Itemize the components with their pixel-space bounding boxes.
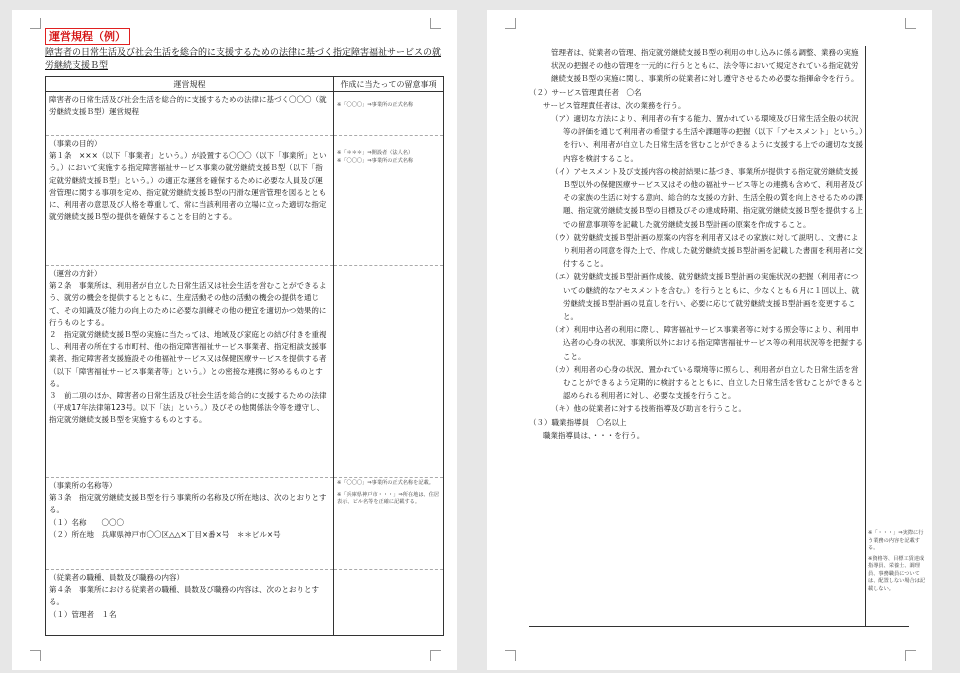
note-cell: [334, 136, 444, 266]
staff-item: （１）管理者 １名: [49, 609, 117, 619]
crop-mark: [30, 18, 41, 29]
duty-item: （カ）利用者の心身の状況、置かれている環境等に照らし、利用者が自立した日常生活を営むことができるよう定期的に検討するとともに、自立した日常生活を営むことができると認められる利用者に対し、必要な支援を行うこと。: [551, 364, 863, 401]
facility-name-line: （１）名称 〇〇〇: [49, 517, 124, 527]
article-heading: （事業所の名称等）: [49, 481, 117, 490]
crop-mark: [430, 650, 441, 661]
duty-item: （ウ）就労継続支援Ｂ型計画の原案の内容を利用者又はその家族に対して説明し、文書により利用者の同意を得た上で、作成した就労継続支援Ｂ型計画を記載した書面を利用者に交付すること。: [551, 232, 863, 269]
note-text: ※「＊＊＊」⇒開設者（法人名）: [337, 150, 414, 156]
regulation-cell: [46, 570, 334, 637]
article-text: 第３条 指定就労継続支援Ｂ型を行う事業所の名称及び所在地は、次のとおりとする。: [49, 493, 327, 515]
document-subtitle: 障害者の日常生活及び社会生活を総合的に支援するための法律に基づく指定障害福祉サービスの就労継続支援Ｂ型: [45, 48, 442, 71]
note-cell: [334, 92, 444, 136]
duty-item: （キ）他の従業者に対する技術指導及び助言を行うこと。: [551, 404, 746, 414]
article-heading: （運営の方針）: [49, 269, 102, 278]
document-title: 運営規程（例）: [45, 28, 130, 45]
article-text: 第１条 ×××（以下「事業者」という。）が設置する〇〇〇（以下「事業所」という。）において実施する指定障害福祉サービス事業の就労継続支援Ｂ型（以下「指定就労継続支援Ｂ型」という。）の適正な運営を確保するために必要な人員及び運営管理に関する事項を定め、指定就労継続支援Ｂ型の円滑な運営管理を図るとともに、利用者の意思及び人格を尊重して、常に当該利用者の立場に立った適切な指定就労継続支援Ｂ型の提供を確保することを目的とする。: [49, 151, 327, 222]
crop-mark: [905, 18, 916, 29]
regulation-cell: [46, 266, 334, 478]
document-page-right: [487, 10, 932, 670]
article-text: 第４条 事業所における従業者の職種、員数及び職務の内容は、次のとおりとする。: [49, 585, 319, 607]
table-bottom-rule: [529, 626, 909, 627]
note-cell: [334, 570, 444, 637]
note-text: ※「〇〇〇」⇒事業所の正式名称: [337, 102, 414, 108]
section-heading: （２）サービス管理責任者 〇名: [529, 87, 642, 97]
note-text: ※「〇〇〇」⇒事業所の正式名称を記載。: [337, 480, 434, 486]
duty-item: （ア）適切な方法により、利用者の有する能力、置かれている環境及び日常生活全般の状況等の評価を通じて利用者の希望する生活や課題等の把握（以下「アセスメント」という。）を行い、利用者が自立した日常生活を営むことができるように支援する上での適切な支援内容を検討すること。: [551, 114, 863, 163]
note-text: ※「〇〇〇」⇒事業所の正式名称: [337, 157, 414, 164]
note-cell: [868, 530, 928, 593]
article-heading: （事業の目的）: [49, 139, 102, 148]
section-heading: （３）職業指導員 〇名以上: [529, 417, 627, 427]
crop-mark: [505, 650, 516, 661]
table-bottom-rule: [45, 635, 443, 636]
manager-duty-text: 管理者は、従業者の管理、指定就労継続支援Ｂ型の利用の申し込みに係る調整、業務の実施状況の把握その他の管理を一元的に行うとともに、法令等において規定されている指定就労継続支援Ｂ型の実施に関し、事業所の従業者に対し遵守させるため必要な指揮命令を行う。: [551, 48, 859, 84]
column-header-notes: 作成に当たっての留意事項: [334, 77, 444, 92]
regulation-cell: [46, 478, 334, 570]
article-text: 第２条 事業所は、利用者が自立した日常生活又は社会生活を営むことができるよう、就労の機会を提供するとともに、生産活動その他の活動の機会の提供を通じて、その知識及び能力の向上のために必要な訓練その他の便宜を適切かつ効果的に行うものとする。: [49, 281, 327, 327]
note-text: ※資格等、目標工賃達成指導員、栄養士、調理員、事務職員については、配置しない場合は記載しない。: [868, 555, 926, 592]
regulation-title-text: 障害者の日常生活及び社会生活を総合的に支援するための法律に基づく〇〇〇（就労継続支援Ｂ型）運営規程: [49, 95, 327, 117]
note-cell: [334, 478, 444, 570]
column-divider: [865, 46, 866, 626]
note-text: ※「兵庫県神戸市・・・」⇒所在地は、住居表示、ビル名等を正確に記載する。: [337, 491, 440, 505]
facility-address-line: （２）所在地 兵庫県神戸市〇〇区△△×丁目×番×号 ＊＊ビル×号: [49, 529, 281, 539]
section-text: 職業指導員は、・・・を行う。: [543, 430, 645, 440]
article-heading: （従業者の職種、員数及び職務の内容）: [49, 573, 184, 582]
note-cell: [334, 266, 444, 478]
column-header-regulation: 運営規程: [46, 77, 334, 92]
note-text: ※「・・・」⇒実際に行う業務の内容を記載する。: [868, 530, 924, 551]
duty-item: （エ）就労継続支援Ｂ型計画作成後、就労継続支援Ｂ型計画の実施状況の把握（利用者についての継続的なアセスメントを含む。）を行うとともに、少なくとも６月に１回以上、就労継続支援Ｂ型計画の見直しを行い、必要に応じて就労継続支援Ｂ型計画を変更すること。: [551, 272, 860, 322]
crop-mark: [30, 650, 41, 661]
regulation-cell: [46, 92, 334, 136]
regulation-table: [45, 76, 444, 636]
article-paragraph: ３ 前二項のほか、障害者の日常生活及び社会生活を総合的に支援するための法律（平成17年法律第123号。以下「法」という。）及びその他関係法令等を遵守し、指定就労継続支援Ｂ型を実施するものとする。: [49, 391, 327, 425]
regulation-cell: [46, 136, 334, 266]
document-page-left: [12, 10, 457, 670]
duty-item: （イ）アセスメント及び支援内容の検討結果に基づき、事業所が提供する指定就労継続支援Ｂ型以外の保健医療サービス又はその他の福祉サービス等との連携も含めて、利用者及びその家族の生活に対する意向、総合的な支援の方針、生活全般の質を向上させるための課題、指定就労継続支援Ｂ型の目標及びその達成時期、指定就労継続支援Ｂ型を提供する上での留意事項等を記載した就労継続支援Ｂ型計画の原案を作成すること。: [551, 166, 863, 229]
crop-mark: [505, 18, 516, 29]
continued-regulation-text: [529, 46, 865, 442]
section-text: サービス管理責任者は、次の業務を行う。: [543, 100, 686, 110]
crop-mark: [905, 650, 916, 661]
crop-mark: [430, 18, 441, 29]
duty-item: （オ）利用申込者の利用に際し、障害福祉サービス事業者等に対する照会等により、利用申込者の心身の状況、事業所以外における指定障害福祉サービス等の利用状況等を把握すること。: [551, 325, 863, 361]
article-paragraph: ２ 指定就労継続支援Ｂ型の実施に当たっては、地域及び家庭との結び付きを重視し、利用者の所在する市町村、他の指定障害福祉サービス事業者、指定相談支援事業者、指定障害者支援施設その他福祉サービス又は保健医療サービスを提供する者（以下「障害福祉サービス事業者等」という。）との密接な連携に努めるものとする。: [49, 330, 327, 388]
